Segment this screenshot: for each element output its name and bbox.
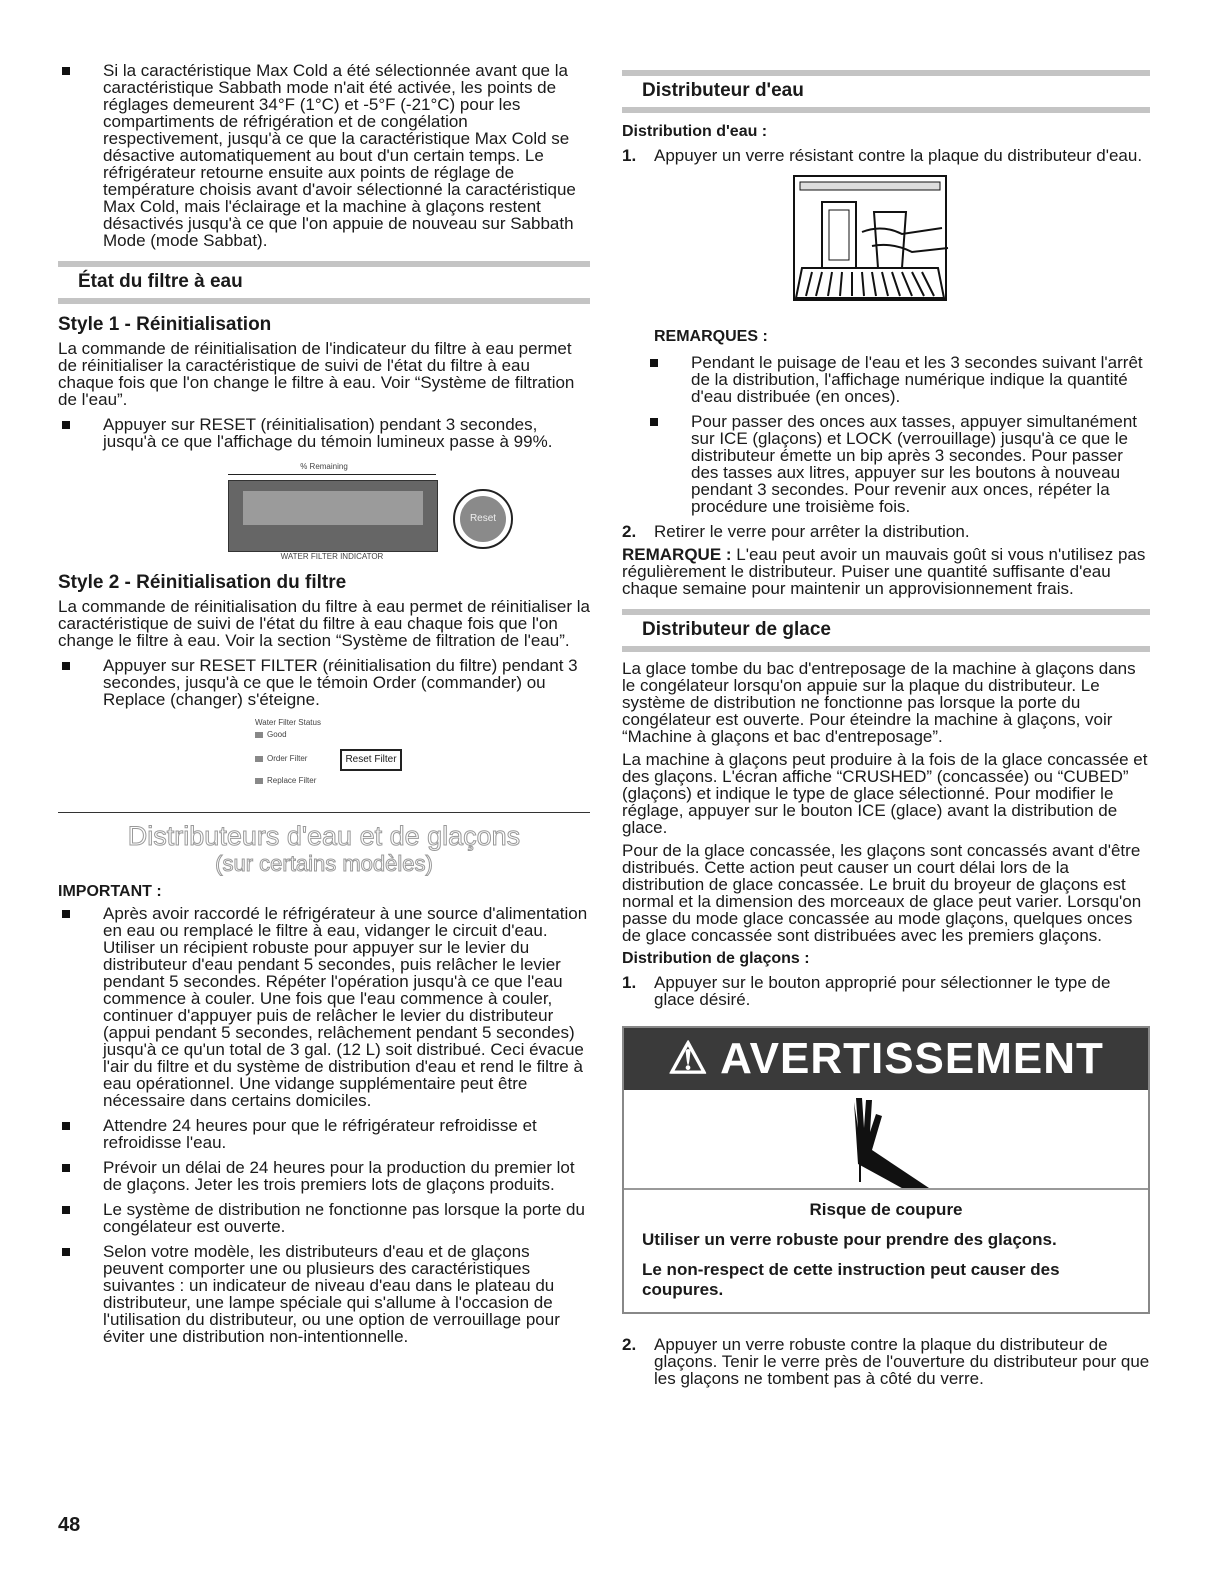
important-label: IMPORTANT : [58,883,162,900]
list-item: Appuyer sur RESET FILTER (réinitialisation du filtre) pendant 3 secondes, jusqu'à ce que le témoin Order (commander) ou Replace (changer) s'éteigne. [58,657,590,708]
list-item: Le système de distribution ne fonctionne pas lorsque la porte du congélateur est ouverte. [58,1201,590,1235]
chapter-title: Distributeurs d'eau et de glaçons [127,821,521,851]
step-number: 2. [622,1335,637,1354]
section-title: État du filtre à eau [78,271,243,292]
ice-paragraph-2: La machine à glaçons peut produire à la fois de la glace concassée et des glaçons. L'écran affiche “CRUSHED” (concassée) ou “CUBED” (glaçons) et indique le type de glace sélectionné. Pour modifier le réglage, appuyer sur le bouton ICE (glace) avant la distribution de glace. [622,750,1148,837]
step-number: 1. [622,973,637,992]
step-item [622,147,1150,164]
list-item: Prévoir un délai de 24 heures pour la production du premier lot de glaçons. Jeter les trois premiers lots de glaçons produits. [58,1159,590,1193]
section-header-ice-dispenser [622,609,1150,652]
list-item: Pour passer des onces aux tasses, appuyer simultanément sur ICE (glaçons) et LOCK (verrouillage) jusqu'à ce que le distributeur émette un bip après 3 secondes. Pour passer des tasses aux litres, appuyer sur les boutons à nouveau pendant 3 secondes. Pour revenir aux onces, répéter la procédure une troisième fois. [646,413,1150,515]
water-dispensing-subtitle: Distribution d'eau : [622,123,768,140]
list-item: Pendant le puisage de l'eau et les 3 secondes suivant l'arrêt de la distribution, l'affichage numérique indique la quantité d'eau distribuée (en onces). [646,354,1150,405]
list-item: Attendre 24 heures pour que le réfrigérateur refroidisse et refroidisse l'eau. [58,1117,590,1151]
step-text: Retirer le verre pour arrêter la distribution. [654,522,970,541]
left-column [58,62,590,1345]
step-item [622,523,1150,540]
chapter-subtitle: (sur certains modèles) [215,851,433,876]
warning-line-1: Utiliser un verre robuste pour prendre des glaçons. [642,1230,1057,1249]
important-list [58,905,590,1345]
warning-header [624,1028,1148,1090]
remaining-label: % Remaining [300,462,348,471]
step-text: Appuyer sur le bouton approprié pour sélectionner le type de glace désiré. [654,973,1111,1009]
list-item: Appuyer sur RESET (réinitialisation) pendant 3 secondes, jusqu'à ce que l'affichage du témoin lumineux passe à 99%. [58,416,590,450]
step-item [622,974,1150,1008]
status-title: Water Filter Status [255,718,321,727]
divider [58,812,590,813]
step-number: 2. [622,522,637,541]
step-text: Appuyer un verre robuste contre la plaque du distributeur de glaçons. Tenir le verre près de l'ouverture du distributeur pour que les glaçons ne tombent pas à côté du verre. [654,1335,1150,1388]
step-text: Appuyer un verre résistant contre la plaque du distributeur d'eau. [654,146,1143,165]
note-text: L'eau peut avoir un mauvais goût si vous n'utilisez pas régulièrement le distributeur. Puiser une quantité suffisante d'eau chaque semaine pour maintenir un approvisionnement frais. [622,545,1146,598]
indicator-display [228,480,438,552]
warning-line-2: Le non-respect de cette instruction peut causer des coupures. [642,1260,1060,1299]
ice-paragraph-3: Pour de la glace concassée, les glaçons sont concassés avant d'être distribués. Cette action peut causer un court délai lors de la distribution de glace concassée. Le bruit du broyeur de glaçons est normal et la dimension des morceaux de glace peut varier. Lorsqu'on passe du mode glace concassée au mode glaçons, quelques onces de glace concassée sont distribuées avec les premiers glaçons. [622,841,1142,945]
warning-title: AVERTISSEMENT [720,1034,1104,1083]
note-label: REMARQUE : [622,545,732,564]
step-number: 1. [622,146,637,165]
cut-hand-icon [624,1090,1148,1188]
order-label: Order Filter [267,754,308,763]
step-item [622,1336,1150,1387]
figure-caption: WATER FILTER INDICATOR [280,552,384,561]
order-led-icon [255,756,263,762]
style2-title: Style 2 - Réinitialisation du filtre [58,572,347,593]
water-filter-indicator-figure [58,462,590,562]
page-number: 48 [58,1514,81,1536]
note-paragraph [622,546,1150,597]
list-item: Après avoir raccordé le réfrigérateur à une source d'alimentation en eau ou remplacé le filtre à eau, vidanger le circuit d'eau. Utiliser un récipient robuste pour appuyer sur le levier du distributeur d'eau pendant 5 secondes, puis relâcher le levier pendant 5 secondes. Répéter l'opération jusqu'à ce que l'eau commence à couler. Une fois que l'eau commence à couler, continuer d'appuyer puis de relâcher le levier du distributeur (appui pendant 5 secondes, relâchement pendant 5 secondes) jusqu'à ce qu'un total de 3 gal. (12 L) soit distribué. Ceci évacue l'air du filtre et du système de distribution d'eau et rend le filtre à eau opérationnel. Une vidange supplémentaire peut être nécessaire dans certains domiciles. [58,905,590,1109]
warning-message [624,1188,1148,1312]
water-filter-status-figure [58,718,590,808]
good-label: Good [267,730,287,739]
warning-box [622,1026,1150,1314]
good-led-icon [255,732,263,738]
warning-triangle-icon: ⚠ [668,1034,709,1083]
divider [228,474,436,475]
section-header-filter-status [58,261,590,304]
remarques-list [622,354,1150,515]
list-item: Si la caractéristique Max Cold a été sélectionnée avant que la caractéristique Sabbath mode n'ait été activée, les points de réglages demeurent 34°F (1°C) et -5°F (-21°C) pour les compartiments de réfrigération et de congélation respectivement, jusqu'à ce que la caractéristique Max Cold se désactive automatiquement au bout d'un certain temps. Le réfrigérateur retourne ensuite aux points de réglage de température choisis avant d'avoir sélectionné la caractéristique Max Cold, mais l'éclairage et la machine à glaçons restent désactivés jusqu'à ce que l'on appuie de nouveau sur Sabbath Mode (mode Sabbat). [58,62,590,249]
warning-symbol-area [624,1090,1148,1188]
style1-paragraph: La commande de réinitialisation de l'indicateur du filtre à eau permet de réinitialiser la caractéristique de suivi de l'état du filtre à eau chaque fois que l'on change le filtre à eau. Voir “Système de filtration de l'eau”. [58,339,575,409]
section-title: Distributeur d'eau [642,80,804,101]
ice-paragraph-1: La glace tombe du bac d'entreposage de la machine à glaçons dans le congélateur lorsqu'on appuie sur la plaque du distributeur. Le système de distribution ne fonctionne pas lorsque la porte du congélateur est ouverte. Pour éteindre la machine à glaçons, voir “Machine à glaçons et bac d'entreposage”. [622,659,1136,746]
ice-dispensing-subtitle: Distribution de glaçons : [622,950,810,967]
reset-filter-button[interactable]: Reset Filter [340,749,402,771]
remarques-label: REMARQUES : [654,328,768,345]
dispenser-drawing [622,172,1150,322]
style1-title: Style 1 - Réinitialisation [58,314,272,335]
reset-button[interactable] [453,489,513,549]
style2-paragraph: La commande de réinitialisation du filtre à eau permet de réinitialiser la caractéristique de suivi de l'état du filtre à eau chaque fois que l'on change le filtre à eau. Voir la section “Système de filtration de l'eau”. [58,597,591,650]
replace-label: Replace Filter [267,776,317,785]
replace-led-icon [255,778,263,784]
warning-risk: Risque de coupure [809,1200,963,1219]
section-header-water-dispenser [622,70,1150,113]
water-dispenser-illustration [622,172,1150,322]
list-item: Selon votre modèle, les distributeurs d'eau et de glaçons peuvent comporter une ou plusieurs des caractéristiques suivantes : un indicateur de niveau d'eau dans le plateau du distributeur, une lampe spéciale qui s'allume à l'occasion de l'utilisation du distributeur, ou une option de verrouillage pour éviter une distribution non-intentionnelle. [58,1243,590,1345]
reset-label: Reset [460,496,506,542]
right-column [622,70,1150,1387]
section-title: Distributeur de glace [642,619,831,640]
